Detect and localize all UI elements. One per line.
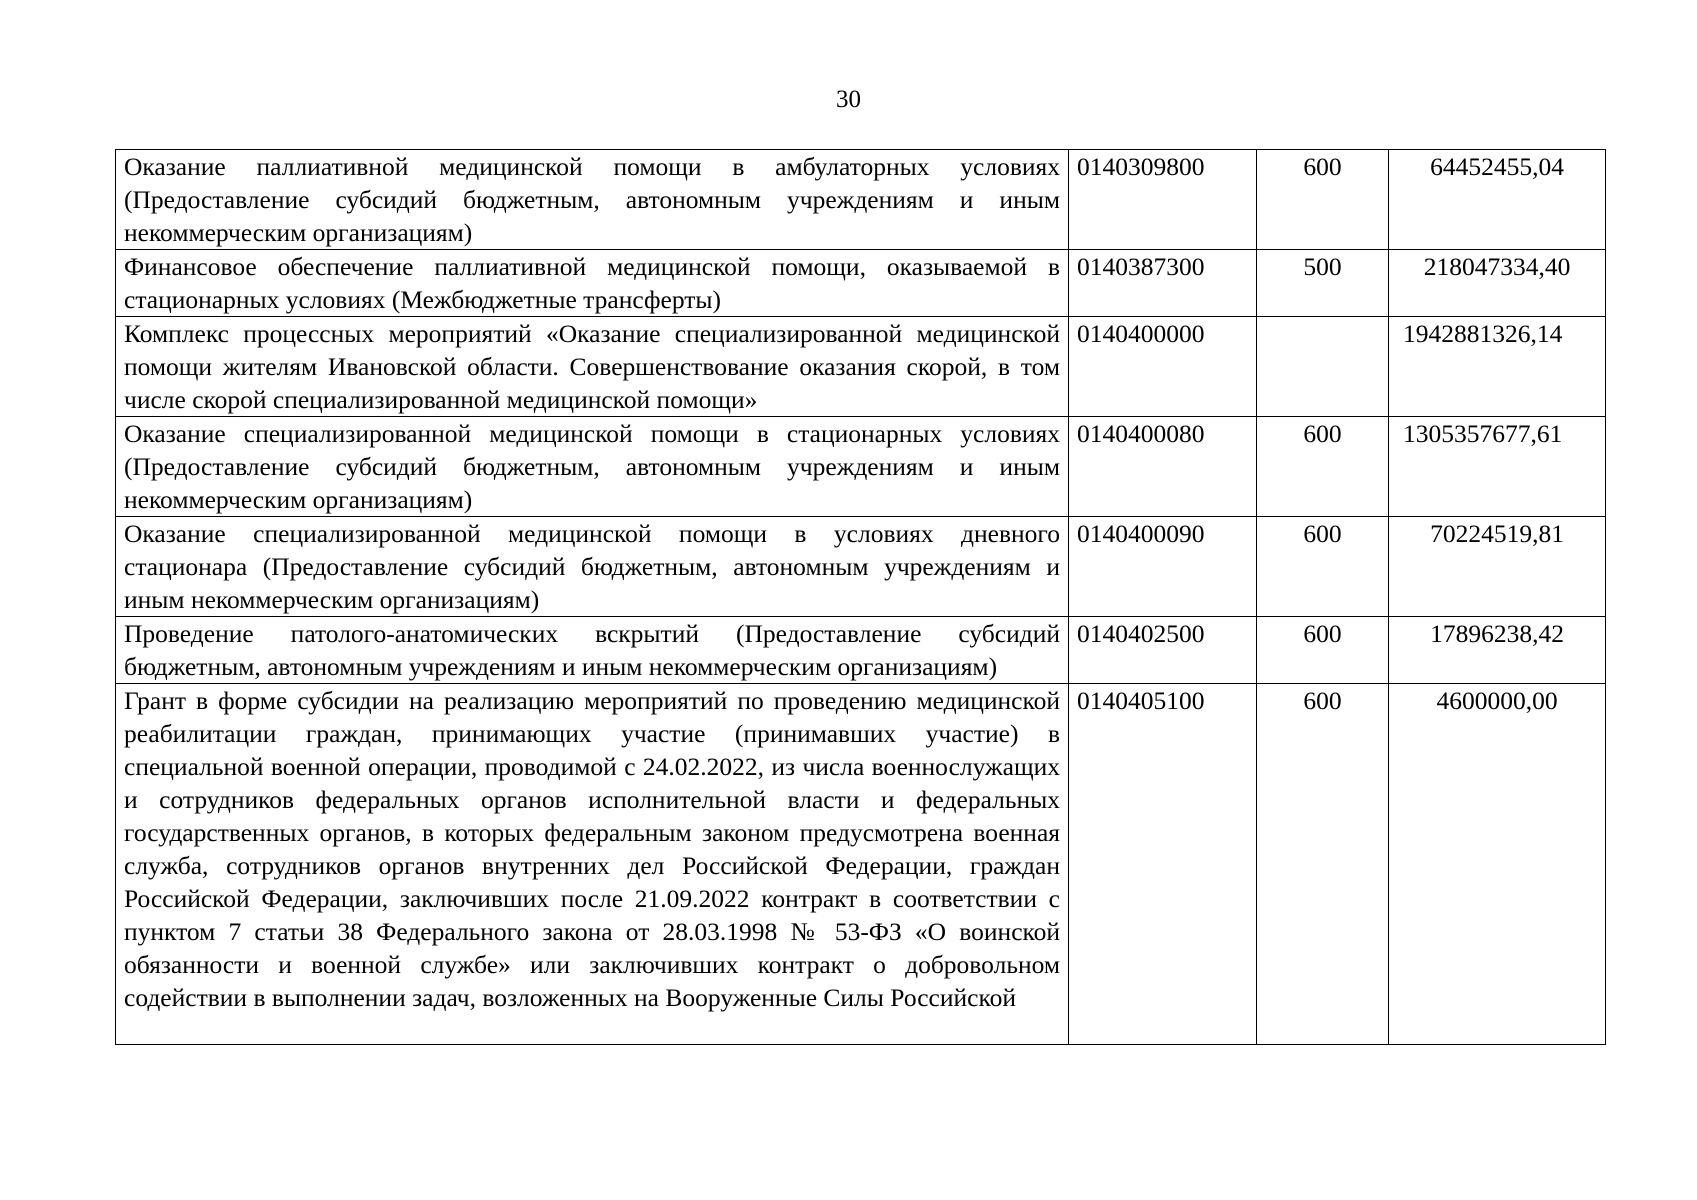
budget-table	[115, 149, 1606, 1045]
table-row	[116, 517, 1606, 617]
row-description: Грант в форме субсидии на реализацию мероприятий по проведению медицинской реабилитации граждан, принимающих участие (принимавших участие) в специальной военной операции, проводимой с 24.02.2022, из числа военнослужащих и сотрудников федеральных органов исполнительной власти и федеральных государственных органов, в которых федеральным законом предусмотрена военная служба, сотрудников органов внутренних дел Российской Федерации, граждан Российской Федерации, заключивших после 21.09.2022 контракт в соответствии с пунктом 7 статьи 38 Федерального закона от 28.03.1998 № 53-ФЗ «О воинской обязанности и военной службе» или заключивших контракт о добровольном содействии в выполнении задач, возложенных на Вооруженные Силы Российской	[116, 684, 1069, 1045]
row-expense-type: 600	[1257, 417, 1389, 517]
row-target-code: 0140387300	[1069, 250, 1257, 317]
table-row	[116, 617, 1606, 684]
row-target-code: 0140405100	[1069, 684, 1257, 1045]
row-target-code: 0140400090	[1069, 517, 1257, 617]
row-description: Финансовое обеспечение паллиативной медицинской помощи, оказываемой в стационарных условиях (Межбюджетные трансферты)	[116, 250, 1069, 317]
row-description: Комплекс процессных мероприятий «Оказание специализированной медицинской помощи жителям Ивановской области. Совершенствование оказания скорой, в том числе скорой специализированной медицинской помощи»	[116, 317, 1069, 417]
row-description: Оказание паллиативной медицинской помощи в амбулаторных условиях (Предоставление субсидий бюджетным, автономным учреждениям и иным некоммерческим организациям)	[116, 150, 1069, 250]
row-expense-type	[1257, 317, 1389, 417]
table-row	[116, 417, 1606, 517]
row-target-code: 0140309800	[1069, 150, 1257, 250]
row-expense-type: 600	[1257, 684, 1389, 1045]
page-number: 30	[836, 86, 861, 113]
row-amount: 17896238,42	[1389, 617, 1606, 684]
row-amount: 70224519,81	[1389, 517, 1606, 617]
table-row	[116, 250, 1606, 317]
row-expense-type: 500	[1257, 250, 1389, 317]
row-amount: 64452455,04	[1389, 150, 1606, 250]
row-expense-type: 600	[1257, 517, 1389, 617]
row-description: Оказание специализированной медицинской помощи в стационарных условиях (Предоставление субсидий бюджетным, автономным учреждениям и иным некоммерческим организациям)	[116, 417, 1069, 517]
row-amount: 1942881326,14	[1389, 317, 1606, 417]
table-row	[116, 684, 1606, 1045]
row-description: Оказание специализированной медицинской помощи в условиях дневного стационара (Предоставление субсидий бюджетным, автономным учреждениям и иным некоммерческим организациям)	[116, 517, 1069, 617]
row-description: Проведение патолого-анатомических вскрытий (Предоставление субсидий бюджетным, автономным учреждениям и иным некоммерческим организациям)	[116, 617, 1069, 684]
row-amount: 4600000,00	[1389, 684, 1606, 1045]
row-amount: 218047334,40	[1389, 250, 1606, 317]
table-row	[116, 150, 1606, 250]
row-target-code: 0140402500	[1069, 617, 1257, 684]
table-row	[116, 317, 1606, 417]
row-target-code: 0140400080	[1069, 417, 1257, 517]
row-target-code: 0140400000	[1069, 317, 1257, 417]
row-expense-type: 600	[1257, 617, 1389, 684]
row-expense-type: 600	[1257, 150, 1389, 250]
row-amount: 1305357677,61	[1389, 417, 1606, 517]
